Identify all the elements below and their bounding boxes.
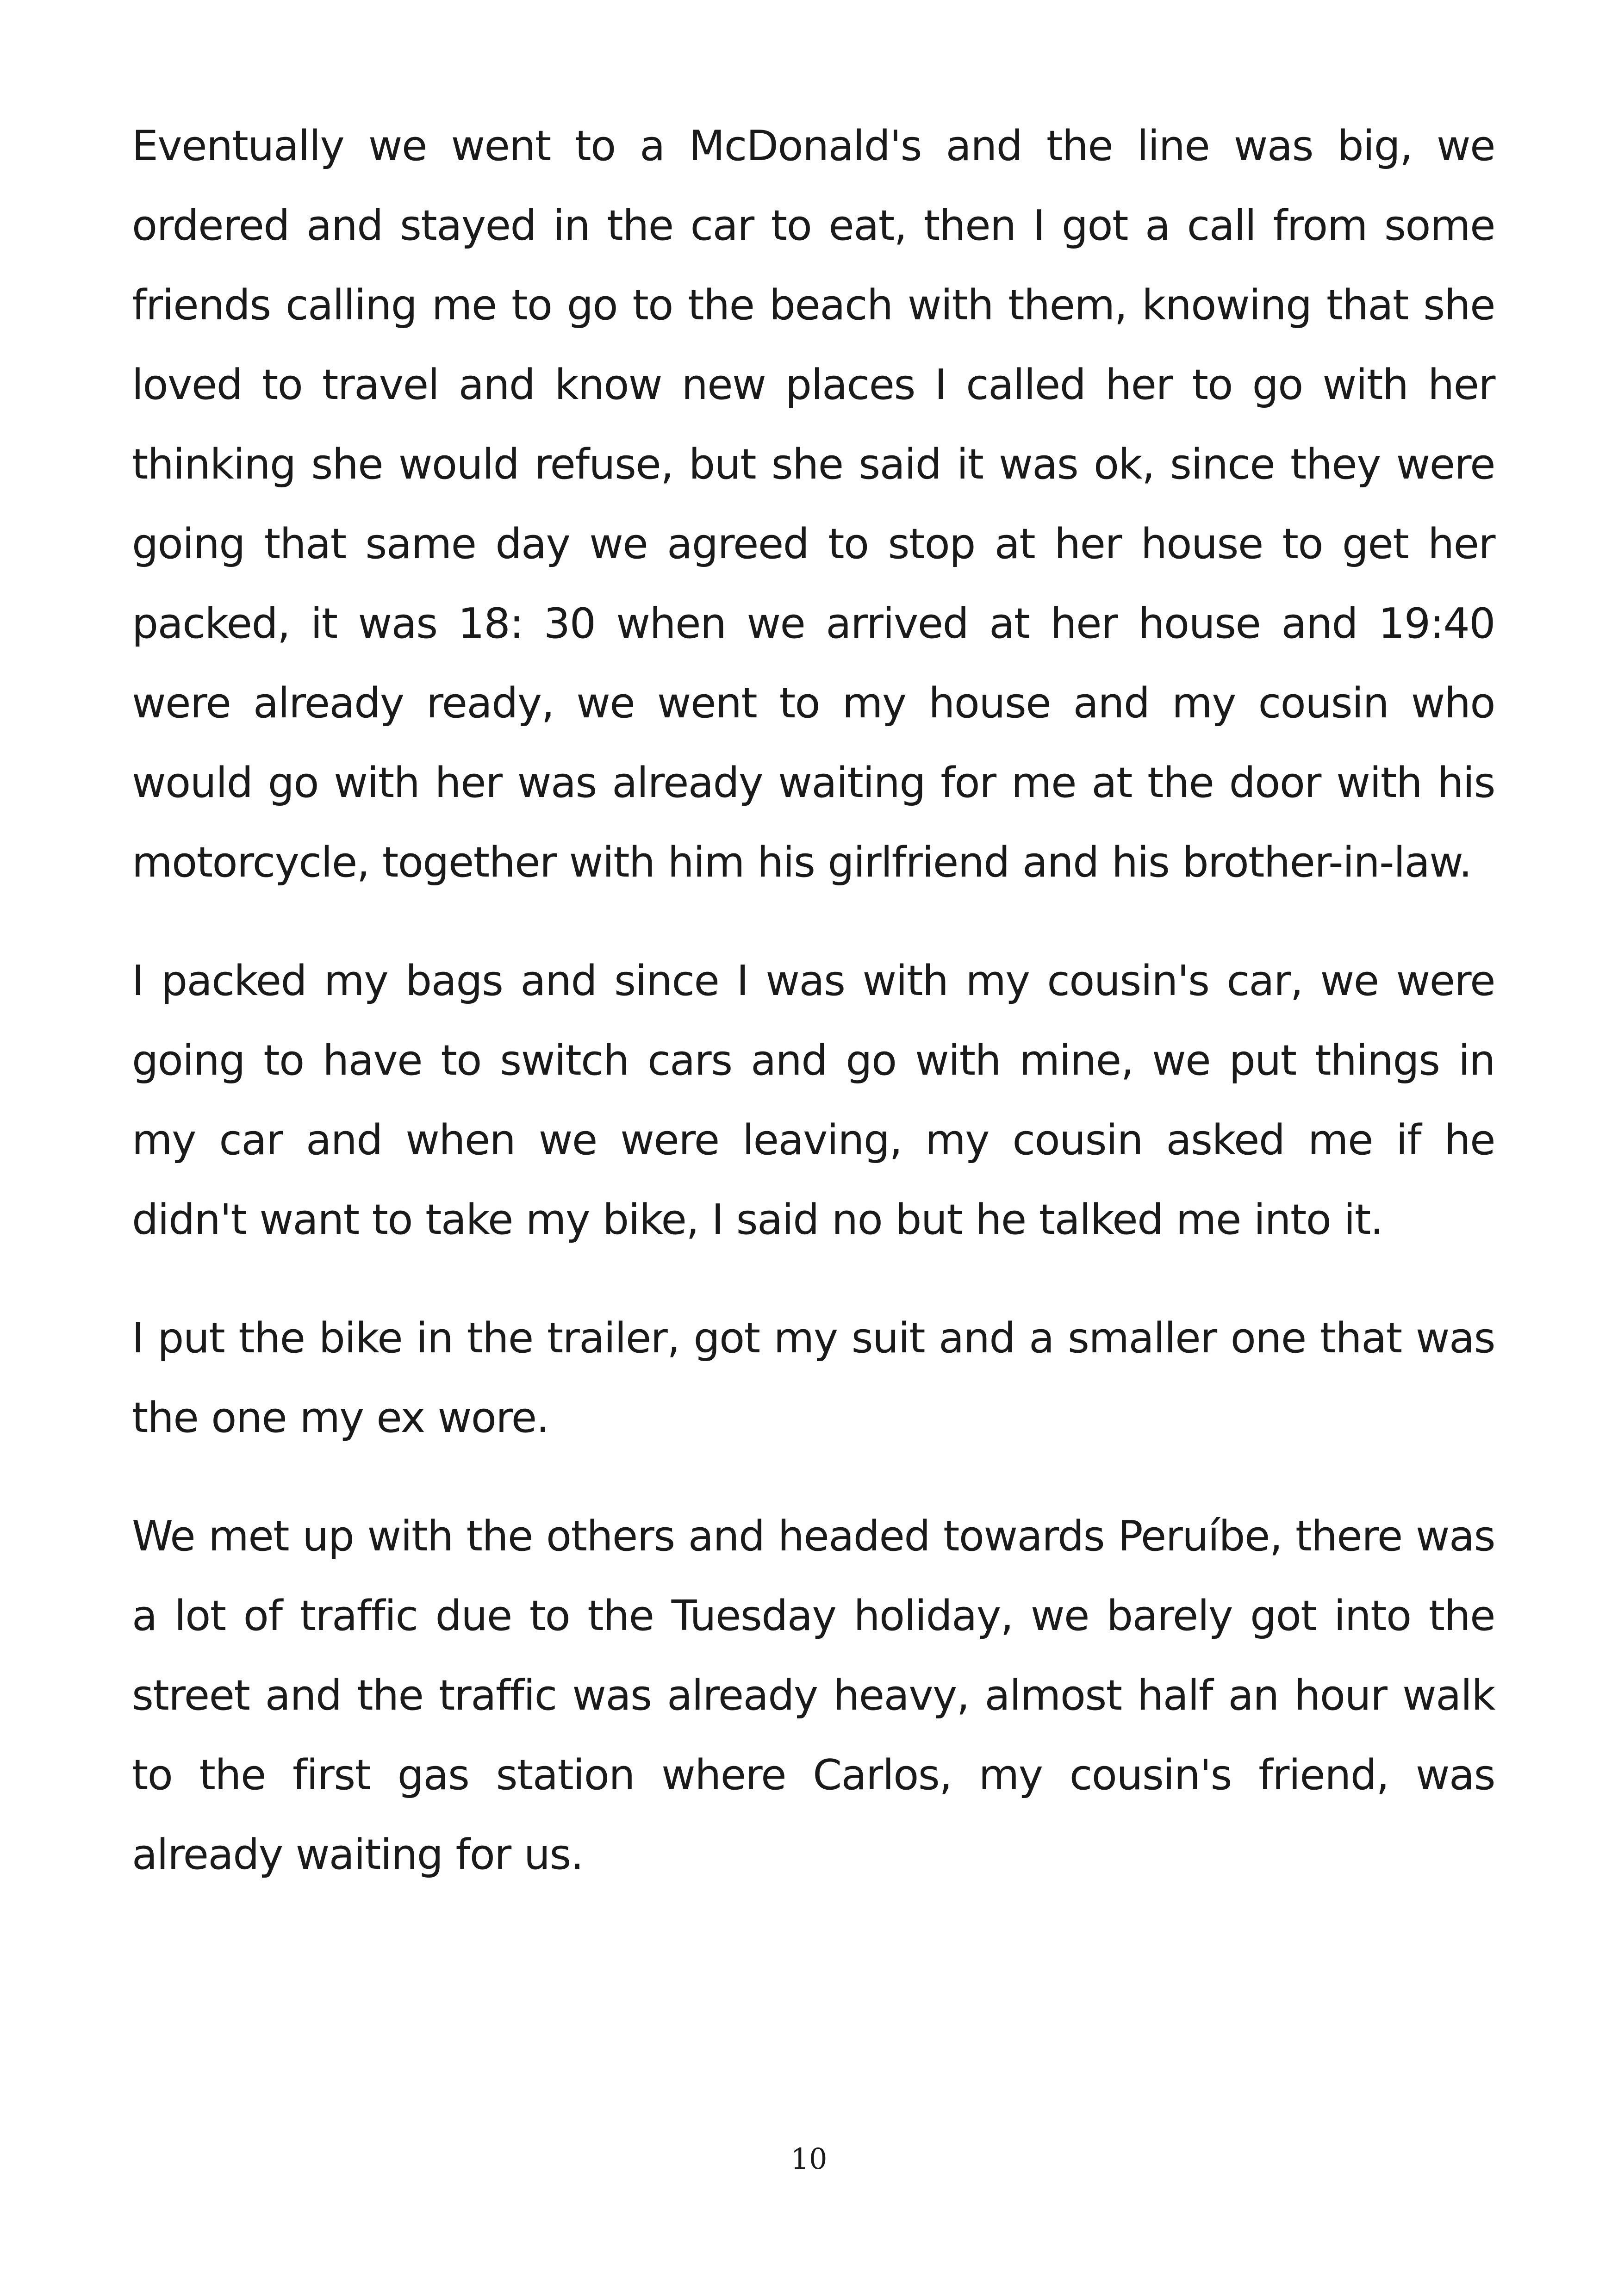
- paragraph-4: We met up with the others and headed towards Peruíbe, there was a lot of traffic due to the Tuesday holiday, we barely got into the street and the traffic was already heavy, almost half an hour walk to the first gas station where Carlos, my cousin's friend, was already waiting for us.: [132, 1512, 1495, 1879]
- paragraph-3: I put the bike in the trailer, got my suit and a smaller one that was the one my ex wore.: [132, 1314, 1495, 1442]
- paragraph-2: I packed my bags and since I was with my cousin's car, we were going to have to switch cars and go with mine, we put things in my car and when we were leaving, my cousin asked me if he didn't want to take my bike, I said no but he talked me into it.: [132, 957, 1495, 1244]
- paragraph-1: Eventually we went to a McDonald's and the line was big, we ordered and stayed in the car to eat, then I got a call from some friends calling me to go to the beach with them, knowing that she loved to travel and know new places I called her to go with her thinking she would refuse, but she said it was ok, since they were going that same day we agreed to stop at her house to get her packed, it was 18: 30 when we arrived at her house and 19:40 were already ready, we went to my house and my cousin who would go with her was already waiting for me at the door with his motorcycle, together with him his girlfriend and his brother-in-law.: [132, 122, 1495, 887]
- page-number: 10: [790, 2142, 828, 2176]
- body-text: [132, 106, 1495, 1934]
